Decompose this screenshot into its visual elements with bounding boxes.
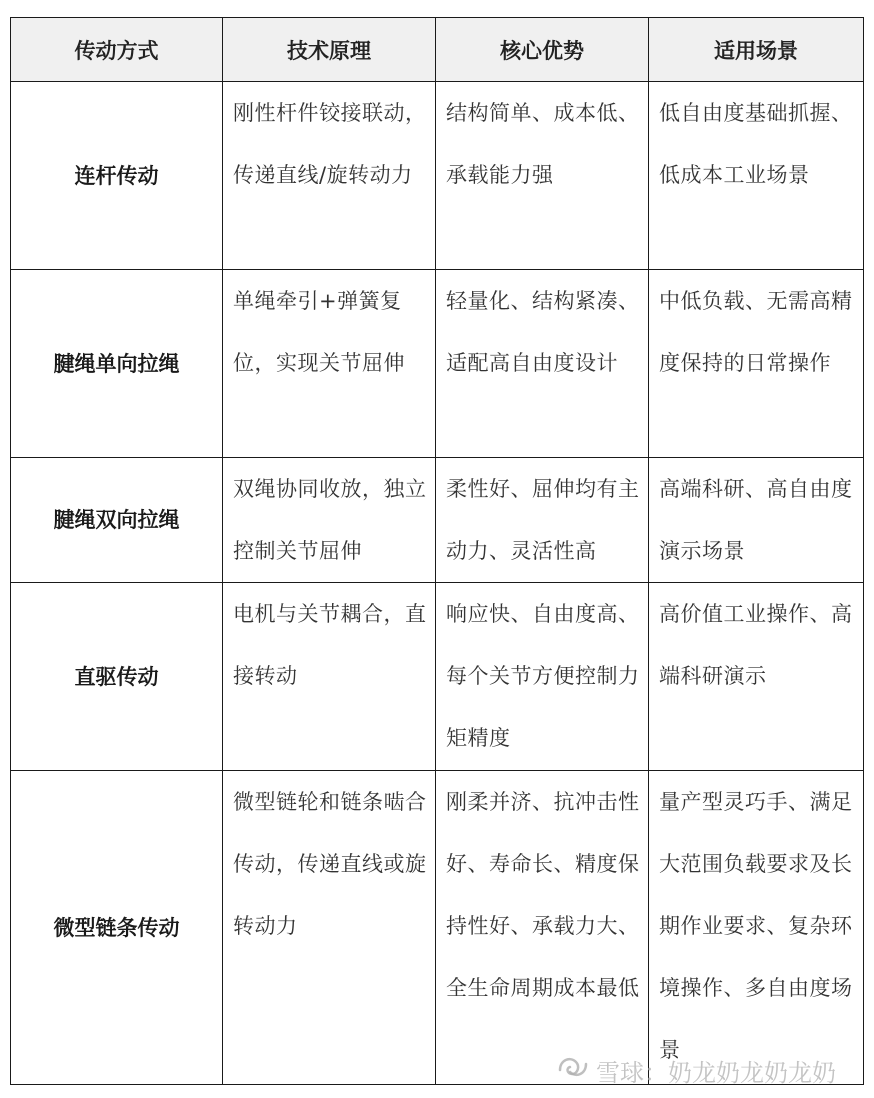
- scenario-text: 高价值工业操作、高端科研演示: [659, 602, 853, 688]
- advantage-cell: [436, 583, 649, 771]
- scenario-cell: [649, 771, 864, 1085]
- principle-cell: [223, 771, 436, 1085]
- scenario-cell: [649, 82, 864, 270]
- header-scenario: 适用场景: [649, 18, 864, 82]
- scenario-cell: [649, 270, 864, 458]
- advantage-cell: [436, 771, 649, 1085]
- principle-cell: [223, 583, 436, 771]
- header-row: [11, 18, 864, 82]
- scenario-text: 中低负载、无需高精度保持的日常操作: [659, 289, 853, 375]
- header-advantage: 核心优势: [436, 18, 649, 82]
- advantage-text: 轻量化、结构紧凑、适配高自由度设计: [446, 289, 640, 375]
- table-row: [11, 771, 864, 1085]
- principle-cell: [223, 82, 436, 270]
- advantage-text: 结构简单、成本低、承载能力强: [446, 101, 640, 187]
- method-name: 腱绳双向拉绳: [11, 458, 223, 583]
- scenario-text: 量产型灵巧手、满足大范围负载要求及长期作业要求、复杂环境操作、多自由度场景: [659, 790, 853, 1062]
- table-row: [11, 583, 864, 771]
- watermark-text: 雪球：奶龙奶龙奶龙奶: [596, 1058, 836, 1087]
- advantage-text: 响应快、自由度高、每个关节方便控制力矩精度: [446, 602, 640, 750]
- principle-text: 单绳牵引+弹簧复位，实现关节屈伸: [233, 289, 405, 375]
- header-method: 传动方式: [11, 18, 223, 82]
- method-name: 连杆传动: [11, 82, 223, 270]
- advantage-cell: [436, 270, 649, 458]
- principle-text: 电机与关节耦合，直接转动: [233, 602, 427, 688]
- principle-text: 刚性杆件铰接联动，传递直线/旋转动力: [233, 101, 427, 187]
- table-row: [11, 458, 864, 583]
- scenario-text: 低自由度基础抓握、低成本工业场景: [659, 101, 853, 187]
- table-row: [11, 270, 864, 458]
- scenario-text: 高端科研、高自由度演示场景: [659, 477, 853, 563]
- method-name: 微型链条传动: [11, 771, 223, 1085]
- principle-cell: [223, 458, 436, 583]
- principle-cell: [223, 270, 436, 458]
- method-name: 直驱传动: [11, 583, 223, 771]
- method-name: 腱绳单向拉绳: [11, 270, 223, 458]
- advantage-cell: [436, 458, 649, 583]
- advantage-cell: [436, 82, 649, 270]
- table-row: [11, 82, 864, 270]
- principle-text: 微型链轮和链条啮合传动，传递直线或旋转动力: [233, 790, 427, 938]
- scenario-cell: [649, 583, 864, 771]
- advantage-text: 刚柔并济、抗冲击性好、寿命长、精度保持性好、承载力大、全生命周期成本最低: [446, 790, 640, 1000]
- comparison-table: [10, 17, 864, 1085]
- scenario-cell: [649, 458, 864, 583]
- advantage-text: 柔性好、屈伸均有主动力、灵活性高: [446, 477, 640, 563]
- principle-text: 双绳协同收放，独立控制关节屈伸: [233, 477, 427, 563]
- header-principle: 技术原理: [223, 18, 436, 82]
